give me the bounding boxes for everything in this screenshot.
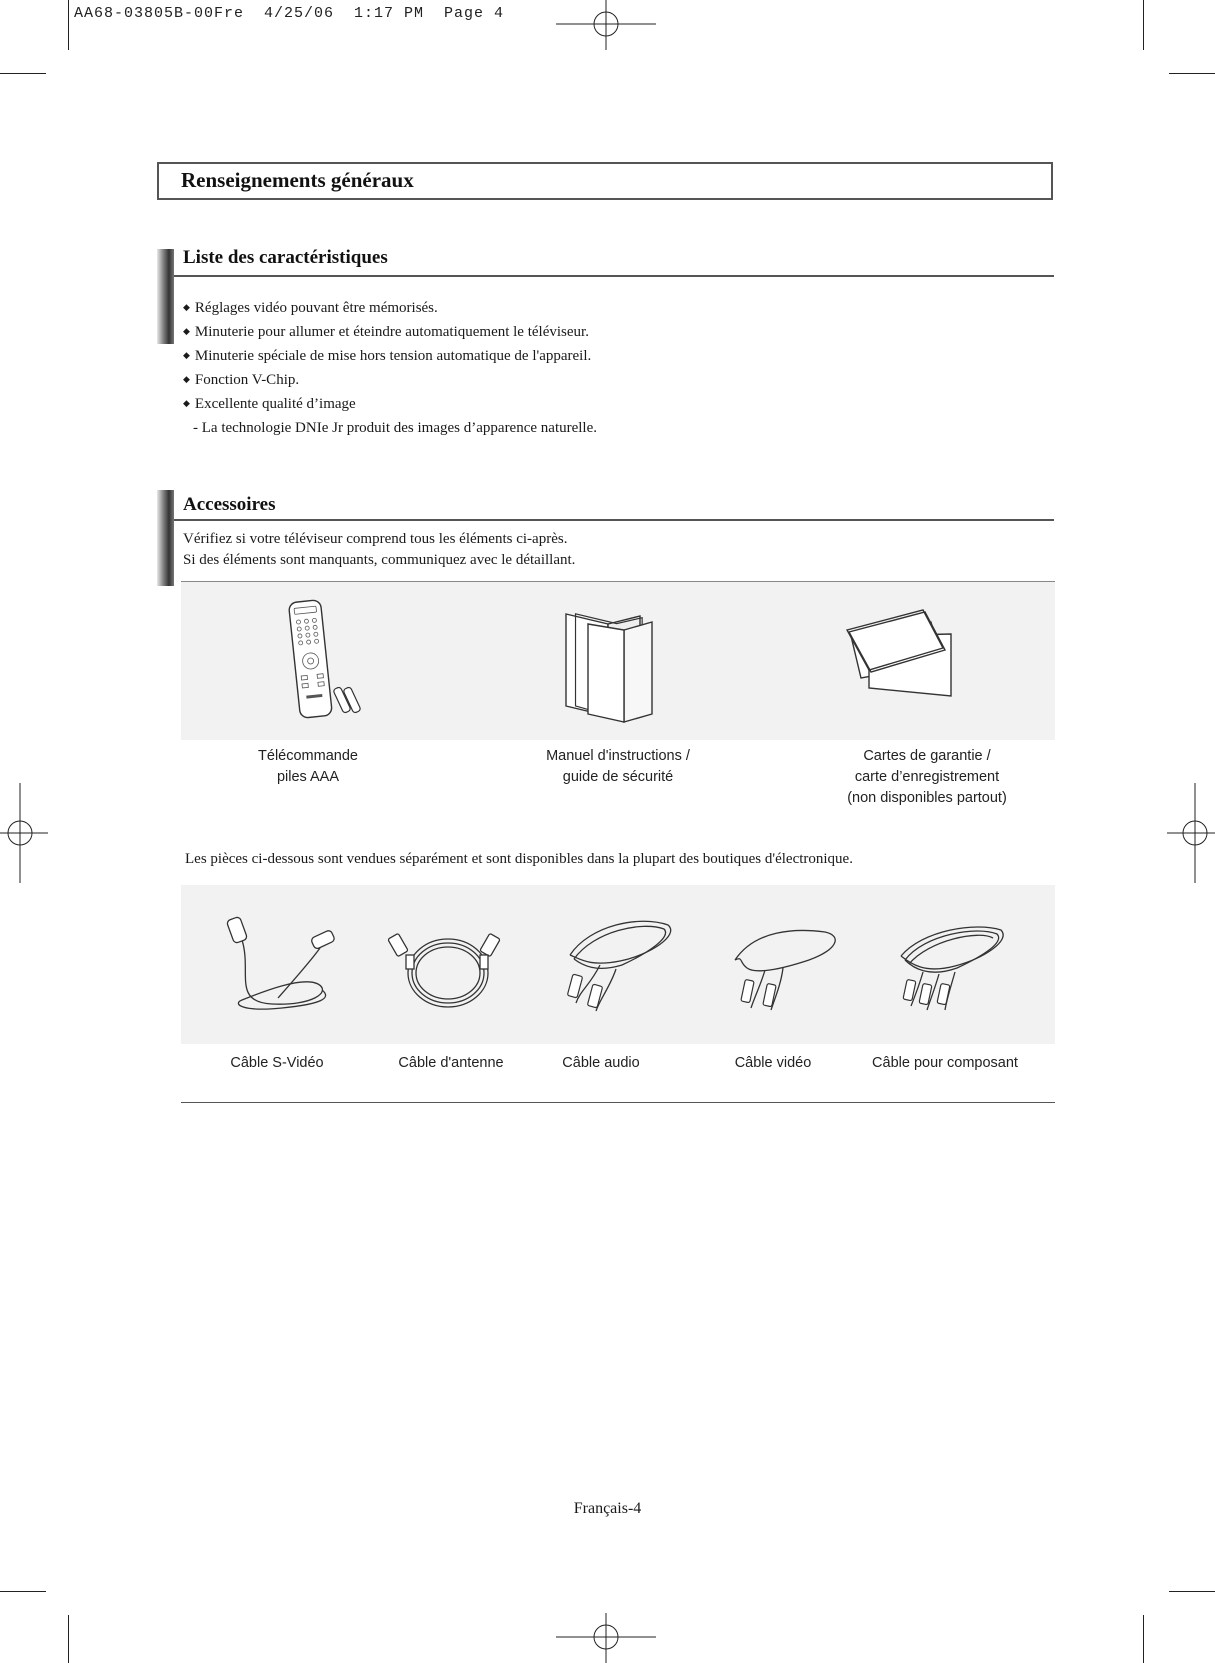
caption-antenna-cable: Câble d'antenne: [398, 1055, 504, 1071]
registration-mark-right: [1167, 783, 1215, 883]
accessories-heading: Accessoires: [183, 494, 276, 515]
list-item: ◆ Minuterie spéciale de mise hors tension automatique de l'appareil.: [183, 348, 592, 364]
accessories-intro-line-1: Vérifiez si votre téléviseur comprend tous les éléments ci-après.: [183, 531, 568, 547]
caption-remote-control: Télécommande piles AAA: [258, 748, 358, 785]
audio-cable-icon: [560, 915, 680, 1025]
manual-booklet-icon: [558, 610, 668, 720]
warranty-cards-icon: [845, 604, 955, 714]
antenna-cable-icon: [386, 925, 506, 1015]
diamond-bullet-icon: ◆: [183, 374, 190, 384]
registration-mark-bottom: [556, 1613, 656, 1663]
accessories-side-bar: [157, 490, 174, 586]
list-item: ◆ Réglages vidéo pouvant être mémorisés.: [183, 300, 438, 316]
features-heading: Liste des caractéristiques: [183, 247, 388, 268]
caption-component-cable: Câble pour composant: [872, 1055, 1018, 1071]
diamond-bullet-icon: ◆: [183, 350, 190, 360]
list-item: ◆ Minuterie pour allumer et éteindre automatiquement le téléviseur.: [183, 324, 589, 340]
caption-warranty-cards: Cartes de garantie / carte d’enregistrement (non disponibles partout): [847, 748, 1007, 806]
list-item: ◆ Excellente qualité d’image: [183, 396, 356, 412]
remote-control-icon: [280, 595, 380, 725]
registration-mark-top: [556, 0, 656, 50]
page-title: Renseignements généraux: [181, 168, 414, 192]
video-cable-icon: [725, 920, 845, 1020]
caption-audio-cable: Câble audio: [562, 1055, 640, 1071]
diamond-bullet-icon: ◆: [183, 302, 190, 312]
features-heading-rule: [174, 275, 1054, 277]
print-slug: AA68-03805B-00Fre 4/25/06 1:17 PM Page 4: [74, 5, 505, 22]
page-number: Français-4: [573, 1500, 642, 1517]
caption-manual: Manuel d'instructions / guide de sécurité: [546, 748, 690, 785]
diamond-bullet-icon: ◆: [183, 326, 190, 336]
page-title-box: [157, 162, 1053, 200]
features-side-bar: [157, 249, 174, 344]
accessories-intro-line-2: Si des éléments sont manquants, communiquez avec le détaillant.: [183, 552, 576, 568]
sold-separately-note: Les pièces ci-dessous sont vendues séparément et sont disponibles dans la plupart des boutiques d'électronique.: [185, 851, 853, 867]
component-cable-icon: [893, 922, 1013, 1022]
caption-s-video-cable: Câble S-Vidéo: [230, 1055, 324, 1071]
accessories-bottom-rule: [181, 1102, 1055, 1103]
registration-mark-left: [0, 783, 48, 883]
caption-video-cable: Câble vidéo: [734, 1055, 812, 1071]
list-item: ◆ Fonction V-Chip.: [183, 372, 300, 388]
diamond-bullet-icon: ◆: [183, 398, 190, 408]
s-video-cable-icon: [222, 912, 342, 1012]
list-sub-item: - La technologie DNIe Jr produit des images d’apparence naturelle.: [193, 420, 598, 436]
accessories-heading-rule: [174, 519, 1054, 521]
features-list: [183, 297, 597, 440]
